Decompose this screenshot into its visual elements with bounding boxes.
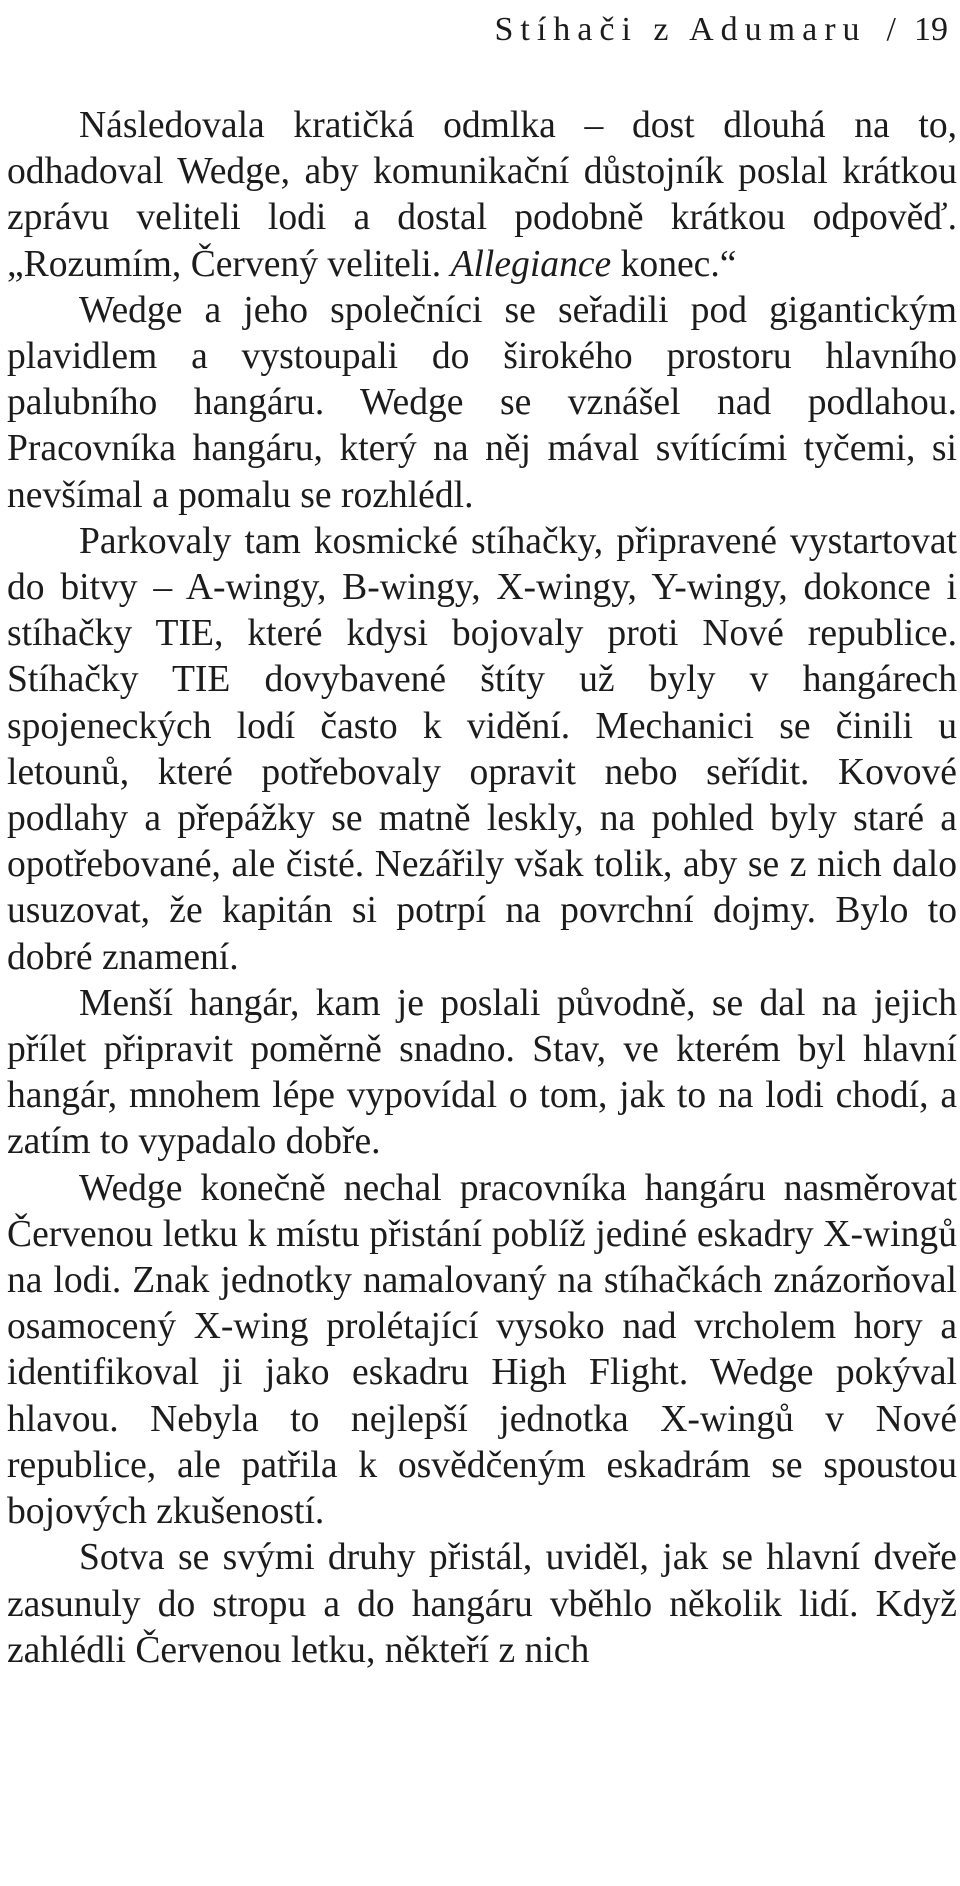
paragraph-1-text: Následovala kratičká odmlka – dost dlouhá na to, odhadoval Wedge, aby komunikační důstojník poslal krátkou zprávu veliteli lodi a dostal podobně krátkou odpověď. „Rozumím, Červený veliteli. — [7, 105, 957, 285]
page-number: 19 — [914, 11, 948, 48]
paragraph-6: Sotva se svými druhy přistál, uviděl, jak se hlavní dveře zasunuly do stropu a do hangáru vběhlo několik lidí. Když zahlédli Červenou letku, někteří z nich — [7, 1537, 957, 1671]
paragraph-1-text-after: konec.“ — [611, 243, 737, 285]
paragraph-5: Wedge konečně nechal pracovníka hangáru nasměrovat Červenou letku k místu přistání poblíž jediné eskadry X-wingů na lodi. Znak jednotky namalovaný na stíhačkách znázorňoval osamocený X-wing prolétající vysoko nad vrcholem hory a identifikoval ji jako eskadru High Flight. Wedge pokýval hlavou. Nebyla to nejlepší jednotka X-wingů v Nové republice, ale patřila k osvědčeným eskadrám se spoustou bojových zkušeností. — [7, 1167, 957, 1533]
body-text — [7, 103, 957, 1674]
paragraph-4: Menší hangár, kam je poslali původně, se dal na jejich přílet připravit poměrně snadno. Stav, ve kterém byl hlavní hangár, mnohem lépe vypovídal o tom, jak to na lodi chodí, a zatím to vypadalo dobře. — [7, 982, 957, 1163]
header-separator: / — [886, 11, 896, 48]
paragraph-1 — [7, 103, 957, 288]
paragraph-2: Wedge a jeho společníci se seřadili pod gigantickým plavidlem a vystoupali do širokého prostoru hlavního palubního hangáru. Wedge se vznášel nad podlahou. Pracovníka hangáru, který na něj mával svítícími tyčemi, si nevšímal a pomalu se rozhlédl. — [7, 289, 957, 516]
paragraph-3: Parkovaly tam kosmické stíhačky, připravené vystartovat do bitvy – A-wingy, B-wingy, X-wingy, Y-wingy, dokonce i stíhačky TIE, které kdysi bojovaly proti Nové republice. Stíhačky TIE dovybavené štíty už byly v hangárech spojeneckých lodí často k vidění. Mechanici se činili u letounů, které potřebovaly opravit nebo seřídit. Kovové podlahy a přepážky se matně leskly, na pohled byly staré a opotřebované, ale čisté. Nezářily však tolik, aby se z nich dalo usuzovat, že kapitán si potrpí na povrchní dojmy. Bylo to dobré znamení. — [7, 520, 957, 978]
book-title: Stíhači z Adumaru — [494, 11, 867, 48]
ship-name-italic: Allegiance — [450, 243, 612, 285]
running-header — [494, 0, 948, 60]
